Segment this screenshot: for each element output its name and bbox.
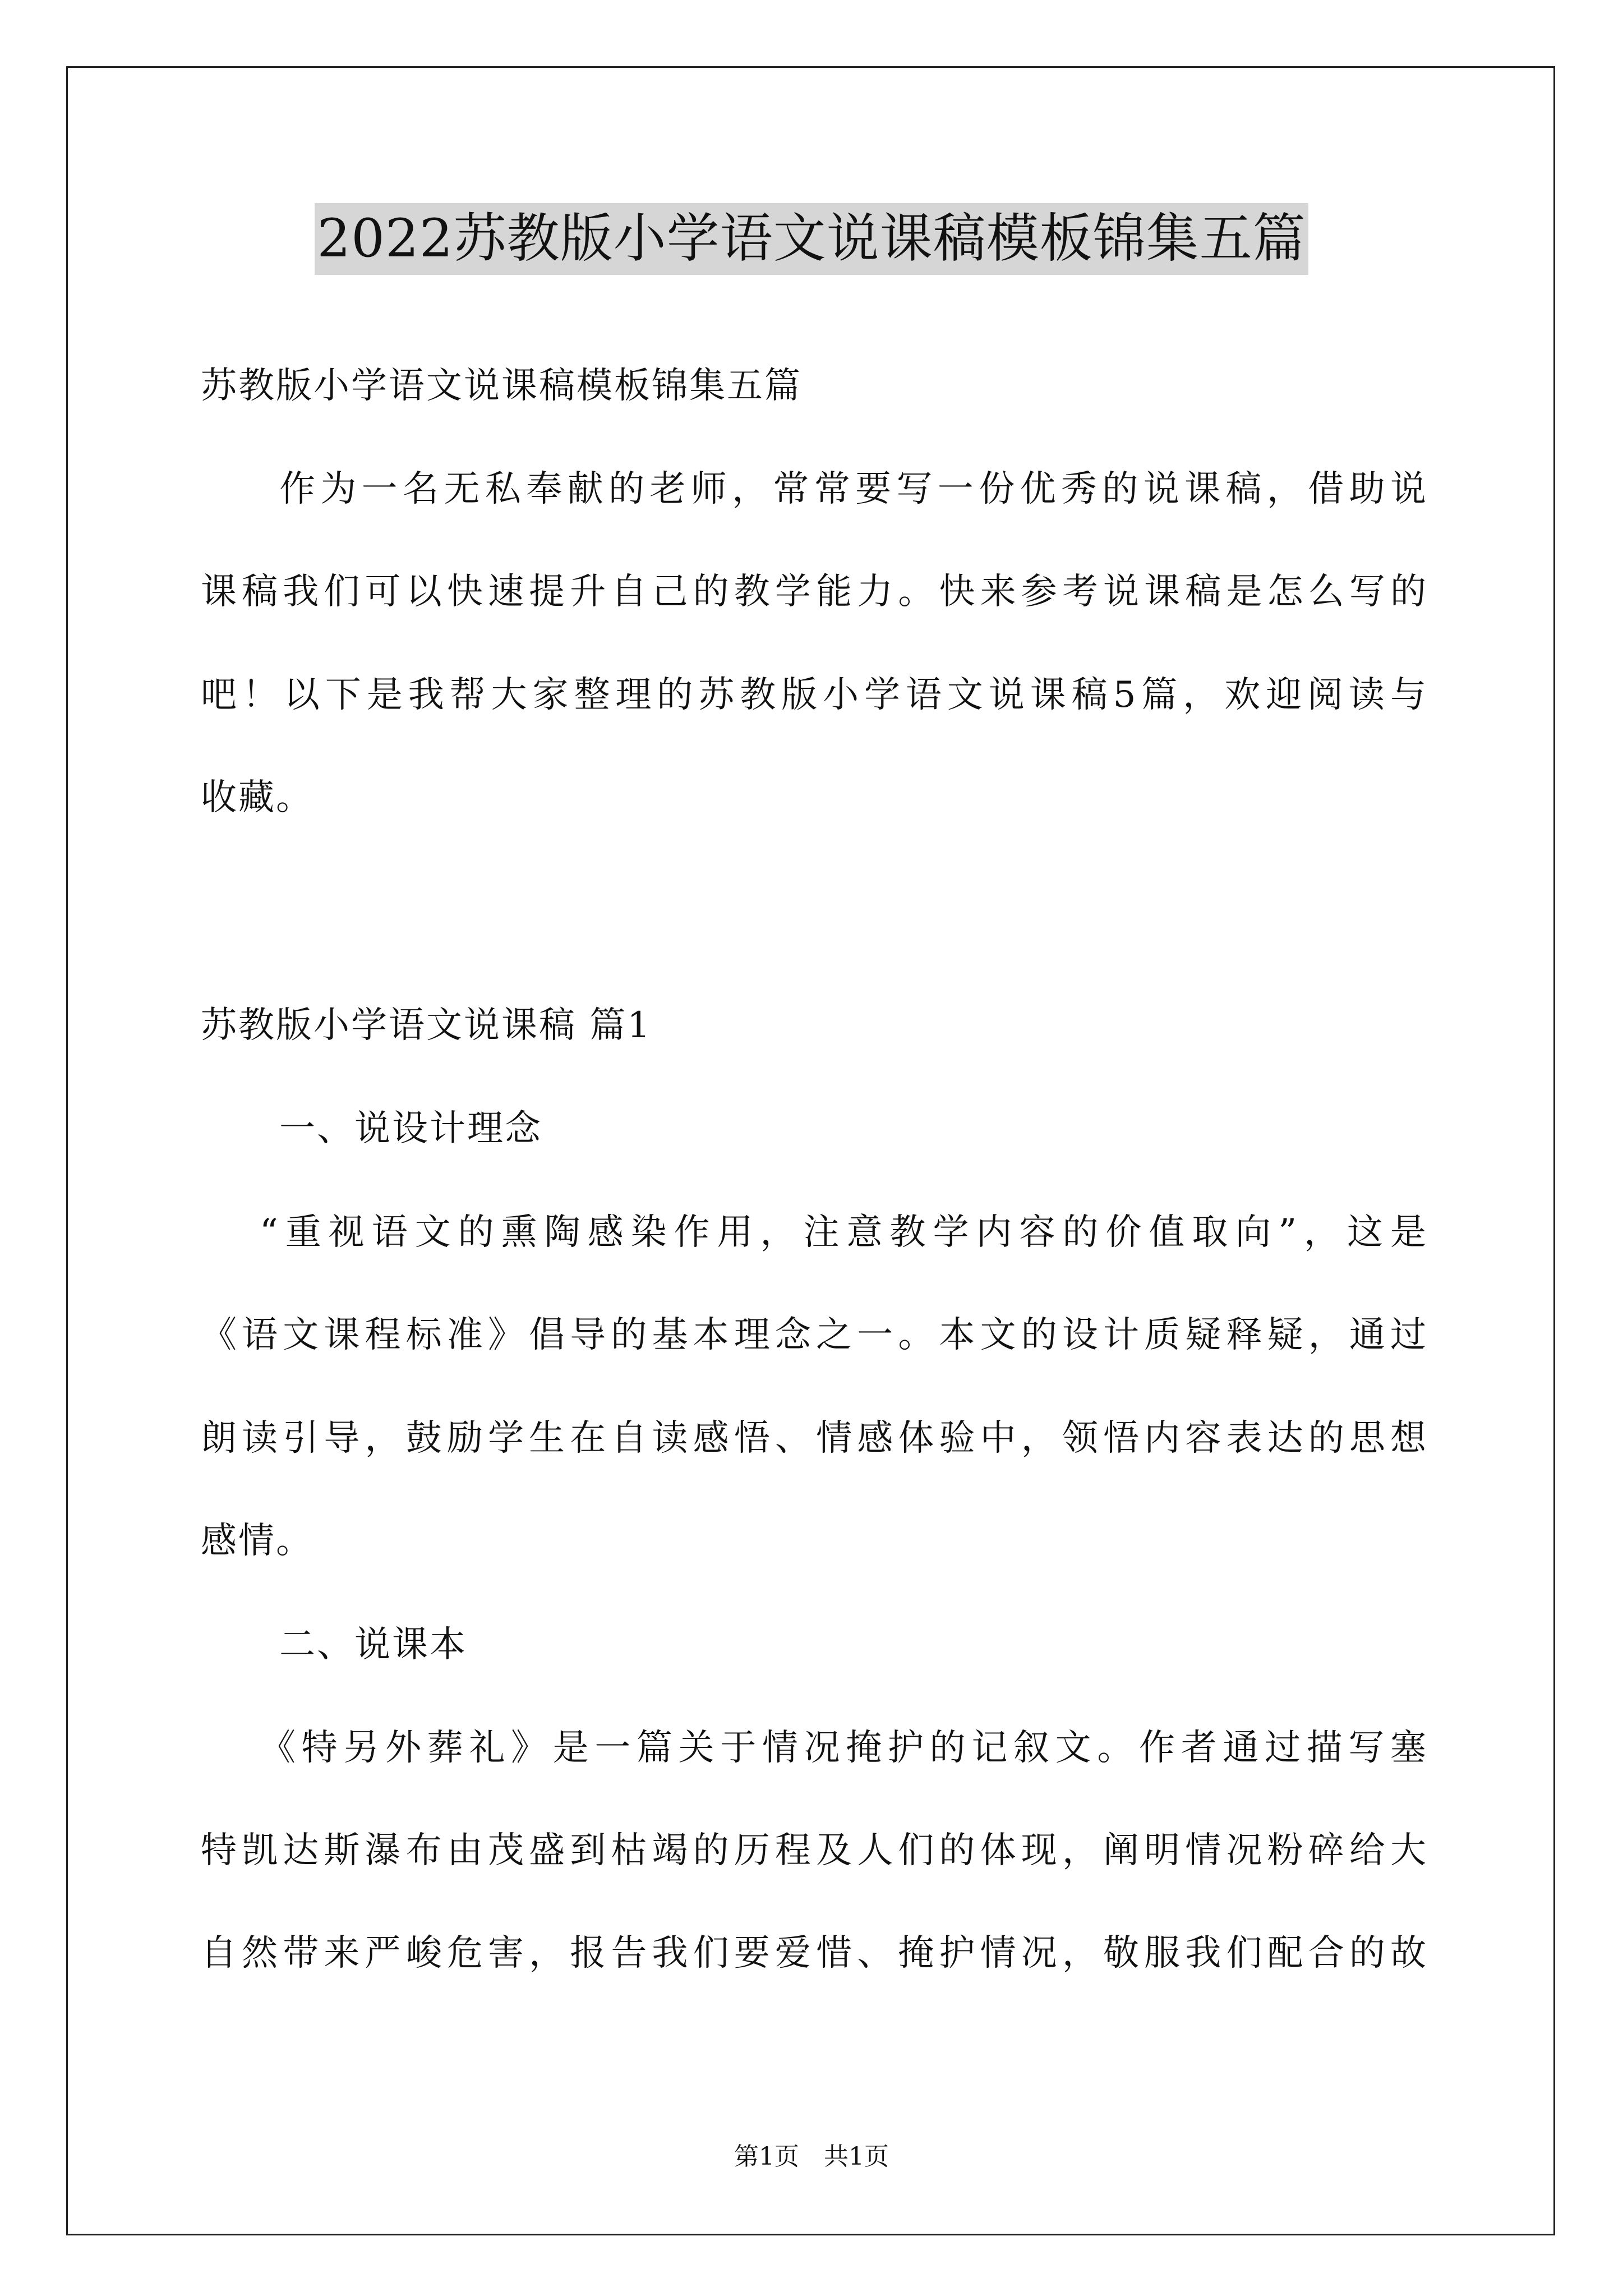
intro-line: 作为一名无私奉献的老师，常常要写一份优秀的说课稿，借助说 — [279, 468, 1428, 510]
page-footer: 第1页 共1页 — [734, 2142, 889, 2171]
intro-line: 课稿我们可以快速提升自己的教学能力。快来参考说课稿是怎么写的 — [201, 571, 1428, 613]
part2-line: 自然带来严峻危害，报告我们要爱惜、掩护情况，敬服我们配合的故 — [201, 1932, 1428, 1974]
part1-line: “重视语文的熏陶感染作用，注意教学内容的价值取向”，这是 — [260, 1212, 1428, 1253]
intro-line: 吧！以下是我帮大家整理的苏教版小学语文说课稿5篇，欢迎阅读与 — [201, 674, 1428, 716]
document-title: 2022苏教版小学语文说课稿模板锦集五篇 — [315, 203, 1308, 275]
part1-line: 《语文课程标准》倡导的基本理念之一。本文的设计质疑释疑，通过 — [201, 1314, 1428, 1356]
part2-line: 《特另外葬礼》是一篇关于情况掩护的记叙文。作者通过描写塞 — [260, 1727, 1428, 1769]
part1-line: 朗读引导，鼓励学生在自读感悟、情感体验中，领悟内容表达的思想 — [201, 1418, 1428, 1459]
subtitle: 苏教版小学语文说课稿模板锦集五篇 — [201, 365, 802, 407]
part2-heading: 二、说课本 — [279, 1624, 467, 1665]
part1-heading: 一、说设计理念 — [279, 1108, 542, 1149]
section-heading: 苏教版小学语文说课稿 篇1 — [201, 1005, 652, 1046]
part2-line: 特凯达斯瀑布由茂盛到枯竭的历程及人们的体现，阐明情况粉碎给大 — [201, 1830, 1428, 1871]
title-container — [0, 203, 1623, 275]
part1-line: 感情。 — [201, 1520, 313, 1562]
intro-line: 收藏。 — [201, 777, 313, 818]
